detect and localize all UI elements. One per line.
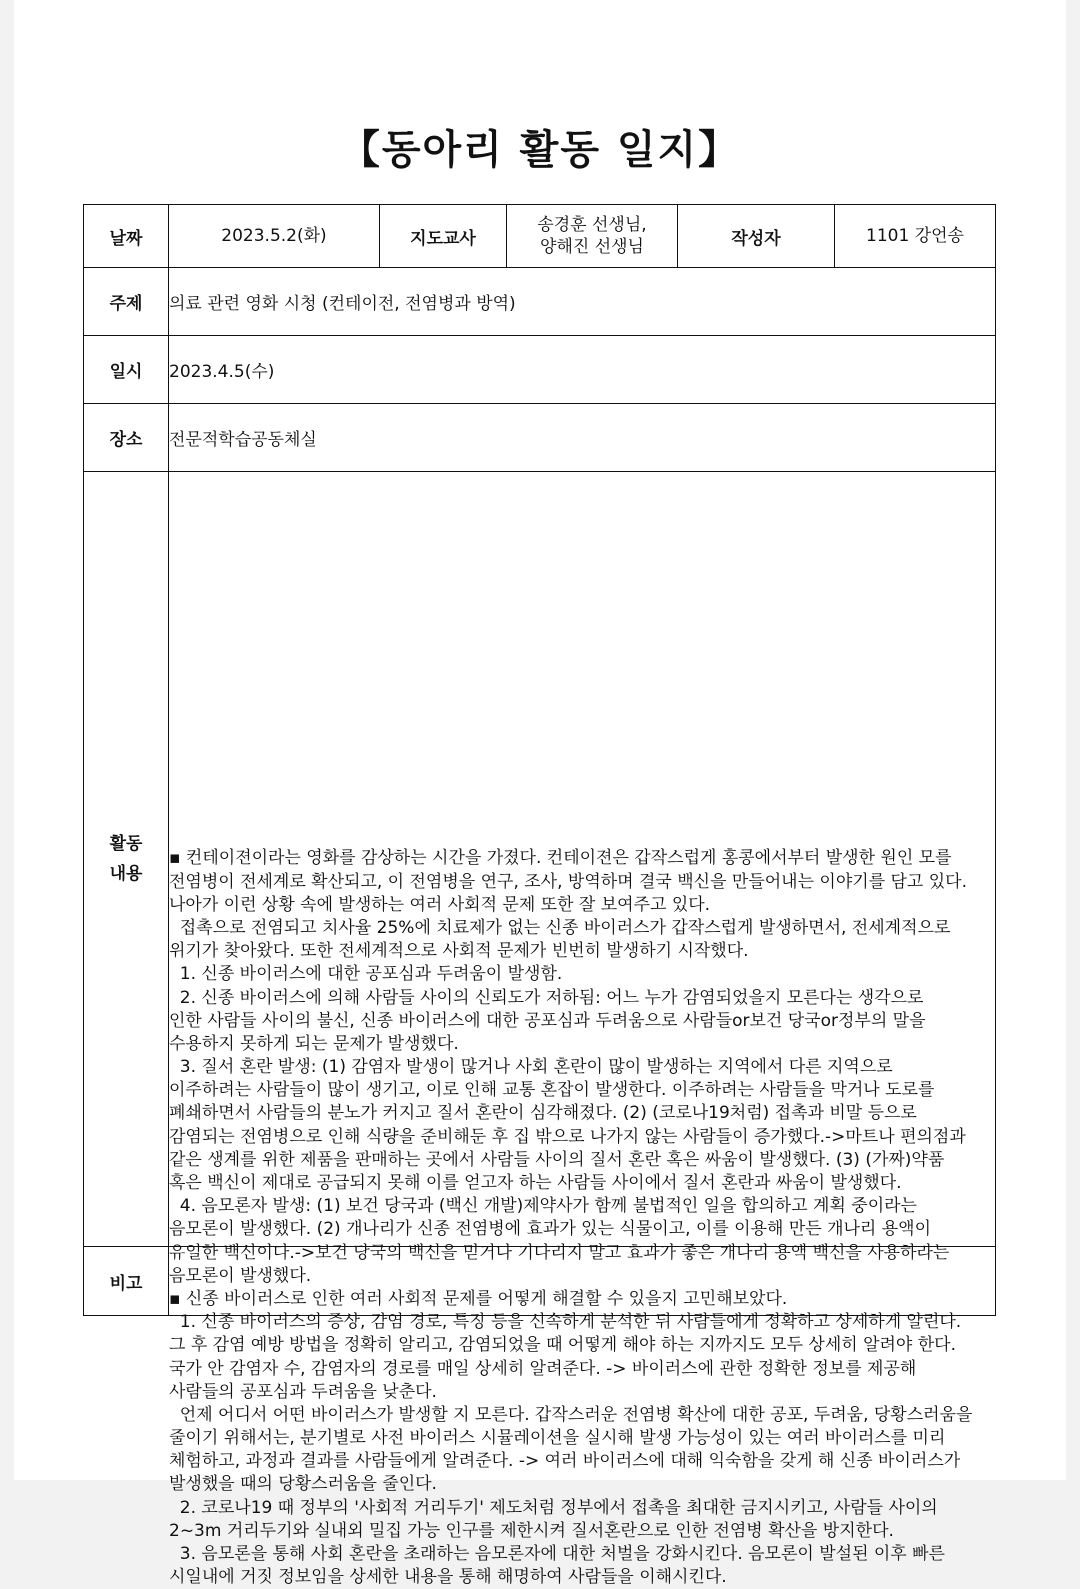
date-label: 날짜 <box>84 205 169 268</box>
topic-label: 주제 <box>84 268 169 336</box>
activity-line: 접촉으로 전염되고 치사율 25%에 치료제가 없는 신종 바이러스가 갑작스럽게 발생하면서, 전세계적으로 <box>169 917 951 938</box>
activity-line: 2. 신종 바이러스에 의해 사람들 사이의 신뢰도가 저하됨: 어느 누가 감염되었을지 모른다는 생각으로 <box>169 987 924 1008</box>
date-value: 2023.5.2(화) <box>169 205 380 268</box>
activity-line: 이주하려는 사람들이 많이 생기고, 이로 인해 교통 혼잡이 발생한다. 이주하려는 사람들을 막거나 도로를 <box>169 1080 935 1101</box>
activity-content <box>169 472 996 1588</box>
place-row <box>84 404 996 472</box>
activity-line: 사람들의 공포심과 두려움을 낮춘다. <box>169 1381 437 1402</box>
activity-line: 그 후 감염 예방 방법을 정확히 알리고, 감염되었을 때 어떻게 해야 하는 지까지도 모두 상세히 알려야 한다. <box>169 1335 956 1356</box>
activity-line: 1. 신종 바이러스의 증상, 감염 경로, 특징 등을 신속하게 분석한 뒤 사람들에게 정확하고 상세하게 알린다. <box>169 1312 962 1333</box>
activity-lines <box>169 847 995 1588</box>
activity-label-line2: 내용 <box>109 864 143 884</box>
teacher-value-line2: 양해진 선생님 <box>540 237 644 257</box>
topic-row <box>84 268 996 336</box>
teacher-value <box>507 205 678 268</box>
page-title: 【동아리 활동 일지】 <box>339 127 741 173</box>
author-label: 작성자 <box>678 205 835 268</box>
activity-line: 체험하고, 과정과 결과를 사람들에게 알려준다. -> 여러 바이러스에 대해 익숙함을 갖게 해 신종 바이러스가 <box>169 1451 961 1472</box>
activity-line: 국가 안 감염자 수, 감염자의 경로를 매일 상세히 알려준다. -> 바이러스에 관한 정확한 정보를 제공해 <box>169 1358 917 1379</box>
activity-line: 음모론이 발생했다. (2) 개나리가 신종 전염병에 효과가 있는 식물이고, 이를 이용해 만든 개나리 용액이 <box>169 1219 932 1240</box>
activity-line: 3. 질서 혼란 발생: (1) 감염자 발생이 많거나 사회 혼란이 많이 발생하는 지역에서 다른 지역으로 <box>169 1057 893 1078</box>
activity-line: 줄이기 위해서는, 분기별로 사전 바이러스 시뮬레이션을 실시해 발생 가능성이 있는 여러 바이러스를 미리 <box>169 1428 946 1449</box>
activity-line: 언제 어디서 어떤 바이러스가 발생할 지 모른다. 갑작스러운 전염병 확산에 대한 공포, 두려움, 당황스러움을 <box>169 1404 973 1425</box>
when-value: 2023.4.5(수) <box>169 336 996 404</box>
activity-line: 감염되는 전염병으로 인해 식량을 준비해둔 후 집 밖으로 나가지 않는 사람들이 증가했다.->마트나 편의점과 <box>169 1126 966 1147</box>
author-value: 1101 강언송 <box>835 205 996 268</box>
activity-line: 전염병이 전세계로 확산되고, 이 전염병을 연구, 조사, 방역하며 결국 백신을 만들어내는 이야기를 담고 있다. <box>169 871 968 892</box>
activity-label <box>84 472 169 1247</box>
activity-line: 수용하지 못하게 되는 문제가 발생했다. <box>169 1033 459 1054</box>
activity-log-table <box>83 204 996 1588</box>
activity-line: 인한 사람들 사이의 불신, 신종 바이러스에 대한 공포심과 두려움으로 사람들or보건 당국or정부의 말을 <box>169 1010 926 1031</box>
activity-row <box>84 472 996 1247</box>
activity-line: 1. 신종 바이러스에 대한 공포심과 두려움이 발생함. <box>169 964 563 985</box>
activity-line: 같은 생계를 위한 제품을 판매하는 곳에서 사람들 사이의 질서 혼란 혹은 싸움이 발생했다. (3) (가짜)약품 <box>169 1149 945 1170</box>
place-value: 전문적학습공동체실 <box>169 404 996 472</box>
activity-line: 4. 음모론자 발생: (1) 보건 당국과 (백신 개발)제약사가 함께 불법적인 일을 합의하고 계획 중이라는 <box>169 1196 917 1217</box>
activity-label-line1: 활동 <box>109 834 143 854</box>
place-label: 장소 <box>84 404 169 472</box>
document-page <box>14 0 1066 1588</box>
when-label: 일시 <box>84 336 169 404</box>
activity-line: 폐쇄하면서 사람들의 분노가 커지고 질서 혼란이 심각해졌다. (2) (코로나19처럼) 접촉과 비말 등으로 <box>169 1103 917 1124</box>
remarks-label: 비고 <box>84 1247 169 1316</box>
activity-line: 2~3m 거리두기와 실내외 밀집 가능 인구를 제한시켜 질서혼란으로 인한 전염병 확산을 방지한다. <box>169 1520 894 1541</box>
activity-line: ▪ 신종 바이러스로 인한 여러 사회적 문제를 어떻게 해결할 수 있을지 고민해보았다. <box>169 1288 788 1309</box>
info-row <box>84 205 996 268</box>
activity-line: 위기가 찾아왔다. 또한 전세계적으로 사회적 문제가 빈번히 발생하기 시작했다. <box>169 941 749 962</box>
when-row <box>84 336 996 404</box>
activity-line: ▪ 컨테이젼이라는 영화를 감상하는 시간을 가졌다. 컨테이젼은 갑작스럽게 홍콩에서부터 발생한 원인 모를 <box>169 848 952 869</box>
activity-line: 음모론이 발생했다. <box>169 1265 312 1286</box>
activity-line: 2. 코로나19 때 정부의 '사회적 거리두기' 제도처럼 정부에서 접촉을 최대한 금지시키고, 사람들 사이의 <box>169 1497 938 1518</box>
teacher-value-line1: 송경훈 선생님, <box>537 215 647 235</box>
activity-line: 시일내에 거짓 정보임을 상세한 내용을 통해 해명하여 사람들을 이해시킨다. <box>169 1567 727 1588</box>
activity-line: 3. 음모론을 통해 사회 혼란을 초래하는 음모론자에 대한 처벌을 강화시킨다. 음모론이 발설된 이후 빠른 <box>169 1544 945 1565</box>
activity-line: 유일한 백신이다.->보건 당국의 백신을 믿거나 기다리지 말고 효과가 좋은 개나리 용액 백신을 사용하라는 <box>169 1242 950 1263</box>
topic-value: 의료 관련 영화 시청 (컨테이전, 전염병과 방역) <box>169 268 996 336</box>
activity-line: 나아가 이런 상황 속에 발생하는 여러 사회적 문제 또한 잘 보여주고 있다. <box>169 894 711 915</box>
activity-line: 발생했을 때의 당황스러움을 줄인다. <box>169 1474 437 1495</box>
teacher-label: 지도교사 <box>380 205 507 268</box>
activity-line: 혹은 백신이 제대로 공급되지 못해 이를 얻고자 하는 사람들 사이에서 질서 혼란과 싸움이 발생했다. <box>169 1173 902 1194</box>
